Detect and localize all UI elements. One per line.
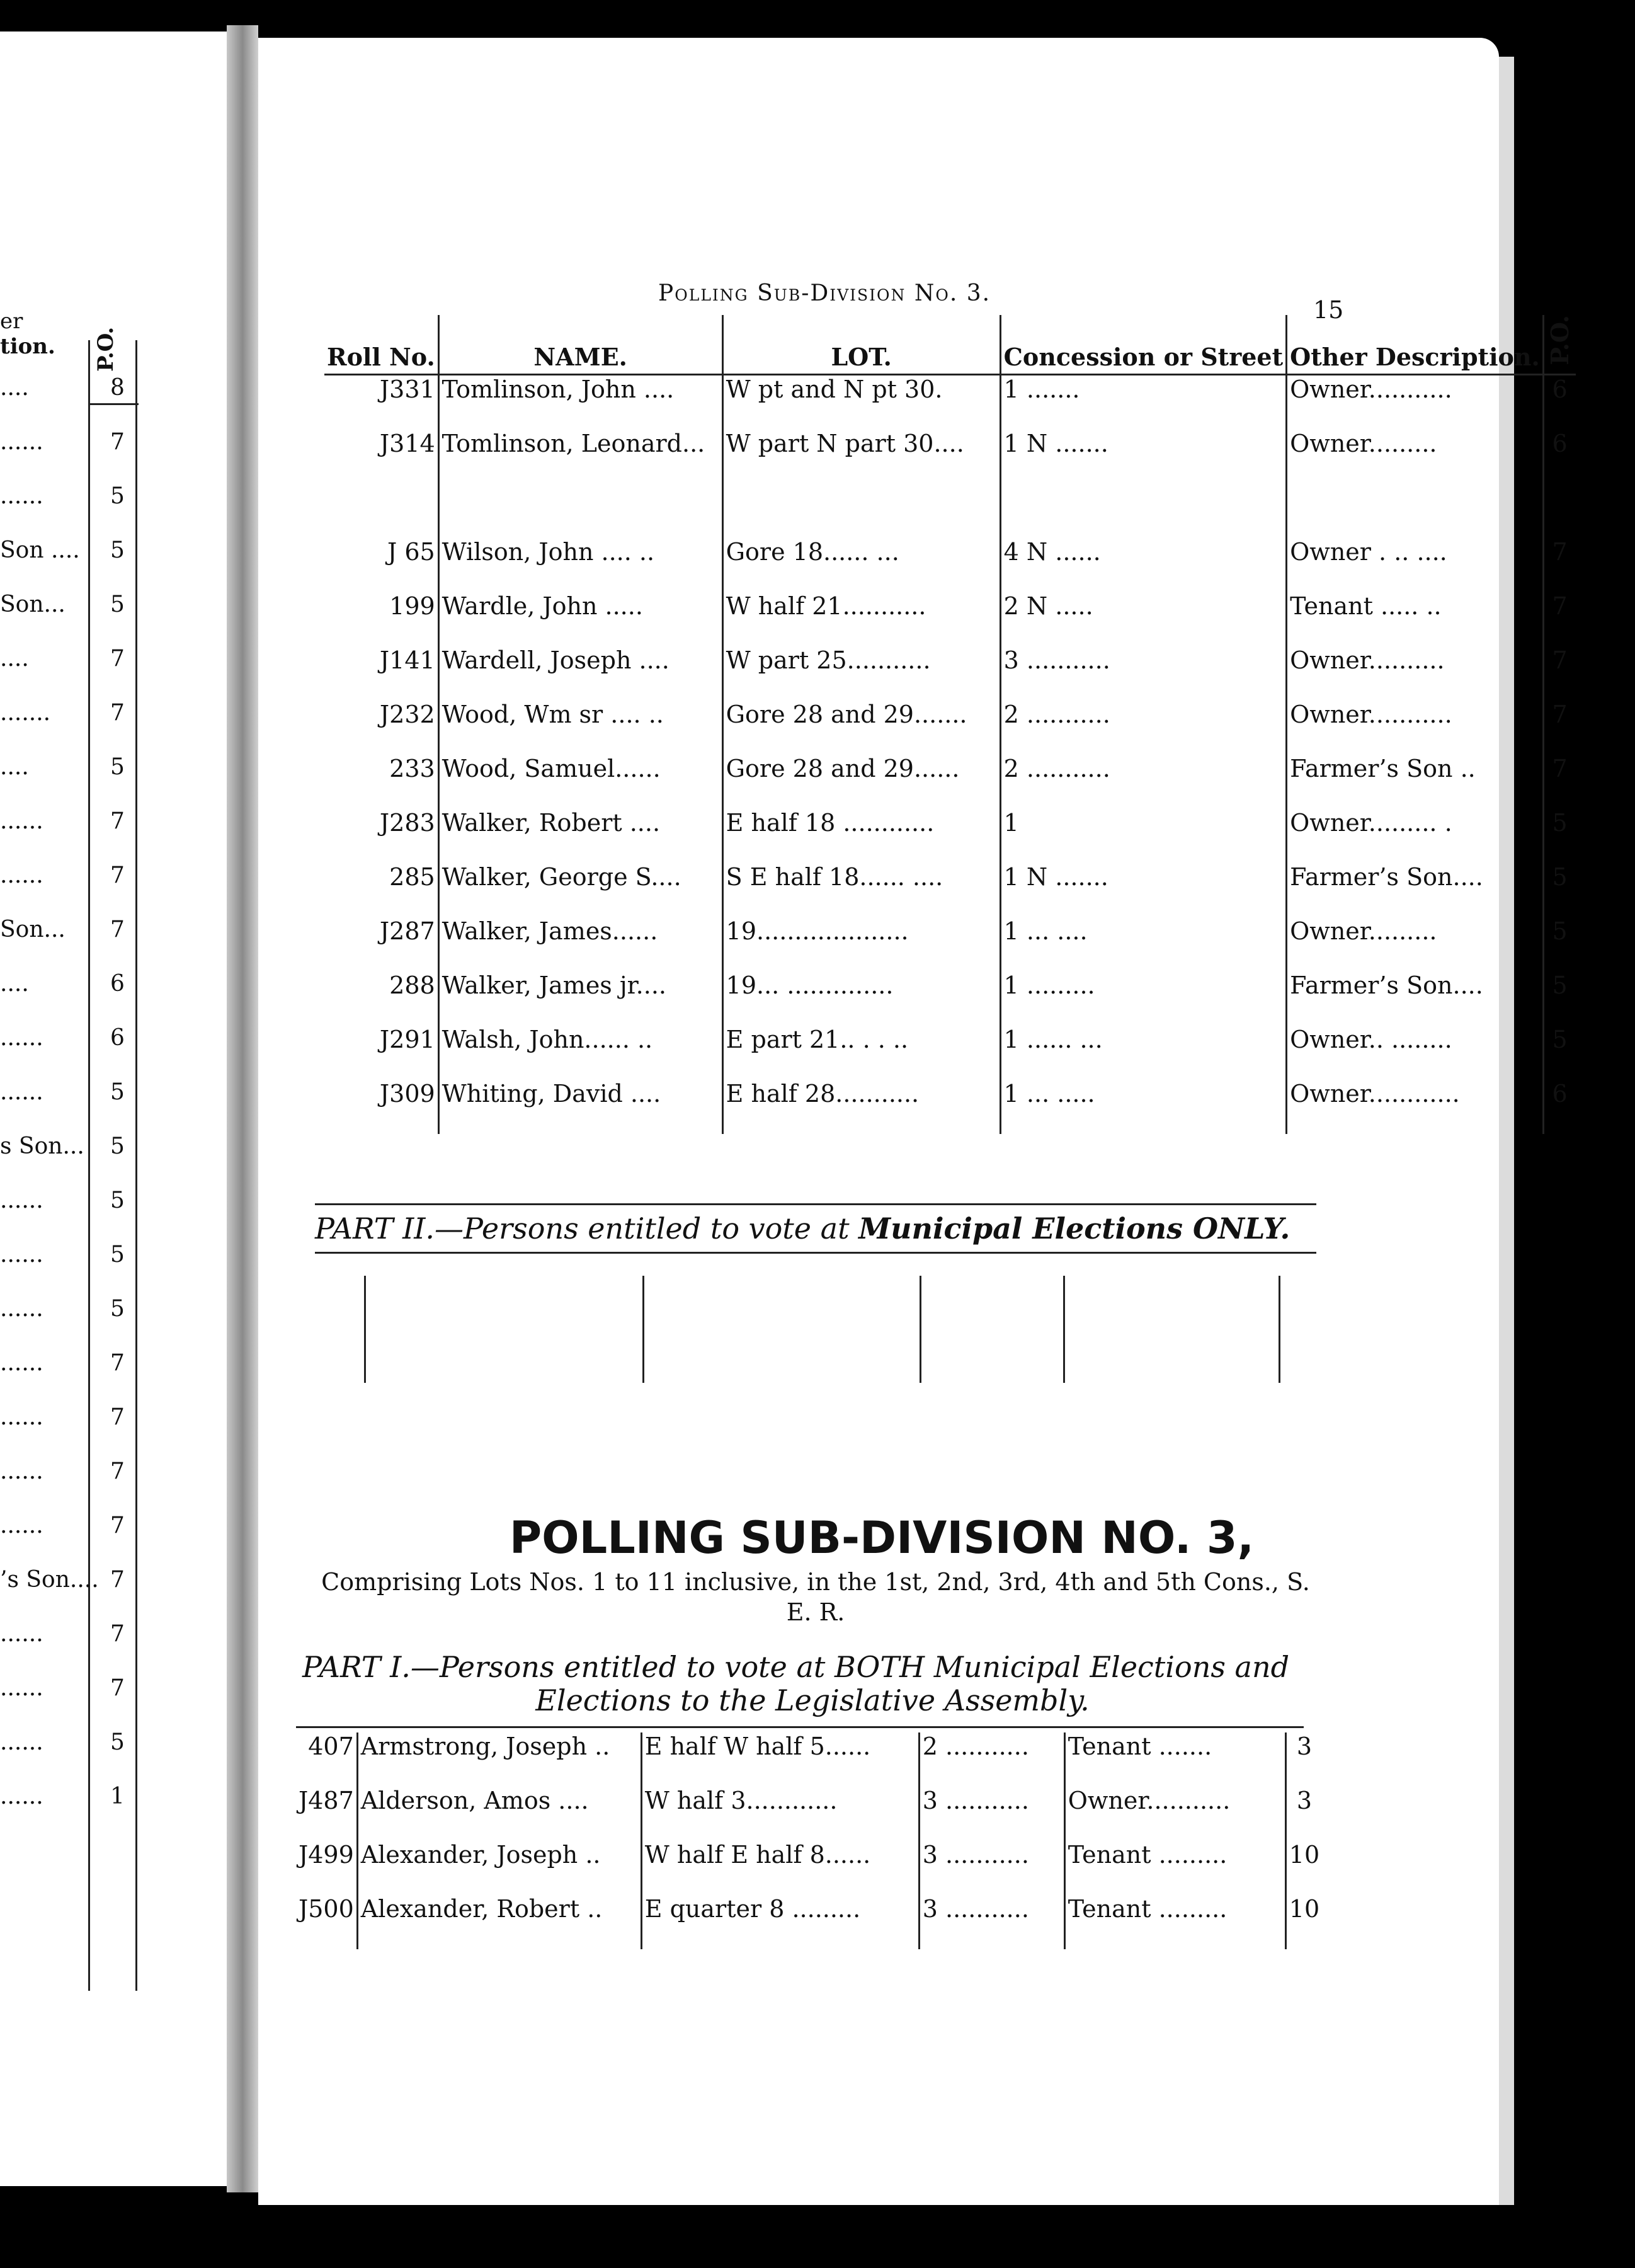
lot-cell: E half 18 ............ — [722, 809, 1000, 863]
table-row — [296, 1841, 1322, 1895]
left-row-text: ...... — [0, 1458, 43, 1484]
left-row-po: 5 — [110, 1296, 125, 1322]
left-row — [0, 1675, 164, 1703]
left-row-text: Son... — [0, 592, 66, 617]
left-row-po: 7 — [110, 1350, 125, 1376]
lot-cell: Gore 28 and 29...... — [722, 755, 1000, 809]
post-office-cell — [1543, 484, 1575, 538]
post-office-cell: 5 — [1543, 917, 1575, 971]
roll-number-cell: J287 — [379, 917, 435, 946]
roll-number-cell: 199 — [389, 592, 435, 621]
left-row — [0, 537, 164, 565]
left-row-text: ’s Son.... — [0, 1567, 99, 1593]
left-row-po: 1 — [110, 1784, 125, 1809]
left-row-po: 7 — [110, 808, 125, 834]
table-row — [324, 1080, 1576, 1134]
description-cell: Owner........... — [1287, 375, 1544, 430]
left-row-text: Son... — [0, 917, 66, 942]
lot-cell: Gore 28 and 29....... — [722, 701, 1000, 755]
left-row-po: 7 — [110, 700, 125, 726]
left-po-header: P.O. — [93, 326, 118, 372]
empty-column-rule — [920, 1276, 921, 1383]
description-cell: Owner............ — [1287, 1080, 1544, 1134]
table-row — [324, 1026, 1576, 1080]
post-office-cell: 3 — [1285, 1732, 1322, 1787]
left-row-po: 8 — [110, 375, 125, 401]
lot-cell: W part N part 30.... — [722, 430, 1000, 484]
table-row — [324, 430, 1576, 484]
lot-cell: 19... .............. — [722, 971, 1000, 1026]
concession-cell: 1 ....... — [1000, 375, 1286, 430]
description-cell: Owner . .. .... — [1287, 538, 1544, 592]
table-row — [324, 538, 1576, 592]
left-row-po: 6 — [110, 971, 125, 997]
lot-cell: W half 21........... — [722, 592, 1000, 646]
left-row-po: 5 — [110, 537, 125, 563]
voter-name-cell: Walker, Robert .... — [438, 809, 722, 863]
left-row — [0, 808, 164, 836]
table-row — [296, 1787, 1322, 1841]
left-row — [0, 1404, 164, 1432]
left-row — [0, 1513, 164, 1540]
left-row-text: .... — [0, 971, 29, 997]
roll-number-cell: J331 — [379, 375, 435, 404]
left-row — [0, 1188, 164, 1215]
left-row-po: 7 — [110, 1404, 125, 1430]
left-row — [0, 1729, 164, 1757]
concession-cell: 2 ........... — [919, 1732, 1064, 1787]
part-1-heading — [302, 1651, 1323, 1717]
concession-cell — [1000, 484, 1286, 538]
left-row-po: 7 — [110, 862, 125, 888]
roll-number-cell: J 65 — [387, 538, 435, 566]
left-row-text: .... — [0, 646, 29, 672]
roll-number-cell: J141 — [379, 646, 435, 675]
concession-cell: 1 N ....... — [1000, 430, 1286, 484]
left-row — [0, 917, 164, 944]
table-row — [324, 917, 1576, 971]
description-cell: Farmer’s Son.... — [1287, 863, 1544, 917]
roll-number-cell: 285 — [389, 863, 435, 891]
roll-number-cell: J487 — [299, 1787, 354, 1814]
left-row — [0, 375, 164, 403]
concession-cell: 3 ........... — [919, 1841, 1064, 1895]
left-row-po: 7 — [110, 1675, 125, 1701]
left-row — [0, 862, 164, 890]
post-office-cell: 5 — [1543, 809, 1575, 863]
left-row-text: ...... — [0, 1350, 43, 1376]
concession-cell: 3 ........... — [919, 1895, 1064, 1949]
left-row-po: 5 — [110, 1079, 125, 1105]
voter-name-cell: Wood, Wm sr .... .. — [438, 701, 722, 755]
voters-top-body — [324, 375, 1576, 1135]
lot-cell: S E half 18...... .... — [722, 863, 1000, 917]
left-row-text: ...... — [0, 1675, 43, 1701]
roll-number-cell: 288 — [389, 971, 435, 1000]
description-cell: Owner........... — [1064, 1787, 1285, 1841]
left-row — [0, 1079, 164, 1107]
left-row-po: 5 — [110, 1729, 125, 1755]
left-row-po: 7 — [110, 1621, 125, 1647]
table-row — [324, 592, 1576, 646]
part-1-line-1: PART I.—Persons entitled to vote at BOTH Municipal Elections and — [302, 1650, 1290, 1684]
left-row-text: ...... — [0, 1188, 43, 1213]
left-row-po: 7 — [110, 646, 125, 672]
table-header-row — [324, 315, 1576, 375]
roll-number-cell: J291 — [379, 1026, 435, 1054]
post-office-cell: 6 — [1543, 1080, 1575, 1134]
description-cell: Tenant ....... — [1064, 1732, 1285, 1787]
table-row — [324, 701, 1576, 755]
voters-table-top — [324, 315, 1576, 1134]
description-cell: Owner........... — [1287, 701, 1544, 755]
left-row — [0, 754, 164, 782]
left-row-po: 5 — [110, 1133, 125, 1159]
left-row — [0, 1242, 164, 1269]
voters-bottom-body — [296, 1732, 1322, 1949]
roll-number-cell — [324, 484, 438, 538]
left-row-text: ...... — [0, 1242, 43, 1268]
book-gutter — [227, 25, 258, 2192]
lot-cell: 19.................... — [722, 917, 1000, 971]
description-cell: Farmer’s Son.... — [1287, 971, 1544, 1026]
left-row-text: ...... — [0, 1513, 43, 1538]
left-row-text: ...... — [0, 1025, 43, 1051]
concession-cell: 2 N ..... — [1000, 592, 1286, 646]
left-row — [0, 1025, 164, 1053]
roll-number-cell: J283 — [379, 809, 435, 837]
description-cell — [1287, 484, 1544, 538]
part-2-prefix: PART II.—Persons entitled to vote at — [315, 1211, 859, 1246]
running-head: Polling Sub-Division No. 3. — [658, 280, 991, 306]
description-cell: Owner......... — [1287, 430, 1544, 484]
empty-column-rule — [1063, 1276, 1065, 1383]
left-row-po: 5 — [110, 754, 125, 780]
post-office-cell: 5 — [1543, 863, 1575, 917]
lot-cell: W pt and N pt 30. — [722, 375, 1000, 430]
post-office-cell: 7 — [1543, 755, 1575, 809]
voters-table-bottom — [296, 1732, 1322, 1949]
description-cell: Owner......... — [1287, 917, 1544, 971]
voter-name-cell: Alexander, Joseph .. — [357, 1841, 641, 1895]
voter-name-cell: Wardell, Joseph .... — [438, 646, 722, 701]
left-row-text: Son .... — [0, 537, 80, 563]
left-row-po: 7 — [110, 429, 125, 455]
left-row-text: ...... — [0, 483, 43, 509]
voter-name-cell: Alexander, Robert .. — [357, 1895, 641, 1949]
table-row — [324, 863, 1576, 917]
concession-cell: 1 ...... ... — [1000, 1026, 1286, 1080]
left-row-text: .... — [0, 754, 29, 780]
roll-number-cell: J232 — [379, 701, 435, 729]
left-row-po: 7 — [110, 1458, 125, 1484]
table-row — [324, 755, 1576, 809]
left-row — [0, 1350, 164, 1378]
concession-cell: 1 N ....... — [1000, 863, 1286, 917]
voter-name-cell: Walker, James jr.... — [438, 971, 722, 1026]
left-row — [0, 429, 164, 457]
left-header-rule — [88, 403, 139, 405]
left-row — [0, 700, 164, 728]
left-row — [0, 483, 164, 511]
description-cell: Farmer’s Son .. — [1287, 755, 1544, 809]
voter-name-cell: Armstrong, Joseph .. — [357, 1732, 641, 1787]
lot-cell: W half 3............ — [641, 1787, 919, 1841]
post-office-cell: 5 — [1543, 1026, 1575, 1080]
post-office-cell: 5 — [1543, 971, 1575, 1026]
concession-cell: 3 ........... — [919, 1787, 1064, 1841]
left-row-text: ...... — [0, 429, 43, 455]
left-row-text: ....... — [0, 700, 51, 726]
empty-column-rule — [1279, 1276, 1280, 1383]
description-cell: Owner.. ........ — [1287, 1026, 1544, 1080]
left-row-text: .... — [0, 375, 29, 401]
description-cell: Owner.......... — [1287, 646, 1544, 701]
left-row-text: ...... — [0, 1296, 43, 1322]
voter-name-cell — [438, 484, 722, 538]
col-other: Other Description. — [1287, 315, 1544, 375]
left-row-po: 7 — [110, 917, 125, 942]
voter-name-cell: Walker, James...... — [438, 917, 722, 971]
left-row-po: 5 — [110, 1242, 125, 1268]
roll-number-cell: J309 — [379, 1080, 435, 1108]
left-row — [0, 1296, 164, 1324]
empty-column-rule — [642, 1276, 644, 1383]
voter-name-cell: Wood, Samuel...... — [438, 755, 722, 809]
lot-cell — [722, 484, 1000, 538]
post-office-cell: 7 — [1543, 701, 1575, 755]
left-row — [0, 1133, 164, 1161]
left-row-po: 5 — [110, 483, 125, 509]
empty-column-rule — [364, 1276, 366, 1383]
left-row-po: 6 — [110, 1025, 125, 1051]
lot-cell: Gore 18...... ... — [722, 538, 1000, 592]
col-po-label: P.O. — [1545, 315, 1574, 365]
description-cell: Tenant ......... — [1064, 1841, 1285, 1895]
description-cell: Owner......... . — [1287, 809, 1544, 863]
left-row-text: ...... — [0, 1784, 43, 1809]
left-row-text: ...... — [0, 1621, 43, 1647]
col-lot: LOT. — [722, 315, 1000, 375]
concession-cell: 2 ........... — [1000, 755, 1286, 809]
left-row-text: ...... — [0, 1729, 43, 1755]
post-office-cell: 10 — [1285, 1895, 1322, 1949]
left-row-text: ...... — [0, 1404, 43, 1430]
lot-cell: E quarter 8 ......... — [641, 1895, 919, 1949]
post-office-cell: 6 — [1543, 430, 1575, 484]
concession-cell: 1 ... .... — [1000, 917, 1286, 971]
col-po — [1543, 315, 1575, 375]
concession-cell: 1 ... ..... — [1000, 1080, 1286, 1134]
left-row — [0, 1567, 164, 1595]
concession-cell: 2 ........... — [1000, 701, 1286, 755]
table-row — [296, 1895, 1322, 1949]
roll-number-cell: J314 — [379, 430, 435, 458]
page-number: 15 — [1313, 296, 1344, 324]
part-1-line-2: Elections to the Legislative Assembly. — [535, 1683, 1090, 1717]
table-row — [324, 809, 1576, 863]
col-roll: Roll No. — [324, 315, 438, 375]
left-page — [0, 32, 227, 2186]
lot-cell: E half W half 5...... — [641, 1732, 919, 1787]
left-row-po: 7 — [110, 1513, 125, 1538]
left-row — [0, 1784, 164, 1811]
roll-number-cell: 233 — [389, 755, 435, 783]
description-cell: Tenant ..... .. — [1287, 592, 1544, 646]
table-row — [324, 646, 1576, 701]
post-office-cell: 3 — [1285, 1787, 1322, 1841]
left-row — [0, 1621, 164, 1649]
left-row — [0, 592, 164, 619]
concession-cell: 1 — [1000, 809, 1286, 863]
left-row — [0, 971, 164, 999]
roll-number-cell: J499 — [299, 1841, 354, 1869]
voter-name-cell: Walker, George S.... — [438, 863, 722, 917]
post-office-cell: 6 — [1543, 375, 1575, 430]
lot-cell: W half E half 8...... — [641, 1841, 919, 1895]
roll-number-cell: 407 — [308, 1732, 354, 1760]
col-concession: Concession or Street — [1000, 315, 1286, 375]
voter-name-cell: Alderson, Amos .... — [357, 1787, 641, 1841]
post-office-cell: 7 — [1543, 646, 1575, 701]
section-description: Comprising Lots Nos. 1 to 11 inclusive, in the 1st, 2nd, 3rd, 4th and 5th Cons., S. E. R. — [321, 1568, 1310, 1626]
post-office-cell: 7 — [1543, 592, 1575, 646]
left-column-header-top: er — [0, 309, 23, 334]
col-name: NAME. — [438, 315, 722, 375]
concession-cell: 1 ......... — [1000, 971, 1286, 1026]
left-row-po: 5 — [110, 592, 125, 617]
voter-name-cell: Wilson, John .... .. — [438, 538, 722, 592]
part-2-emphasis: Municipal Elections ONLY. — [858, 1211, 1290, 1246]
description-cell: Tenant ......... — [1064, 1895, 1285, 1949]
part-2-heading — [315, 1203, 1316, 1254]
voter-name-cell: Tomlinson, Leonard... — [438, 430, 722, 484]
part-1-rule — [296, 1726, 1304, 1728]
left-row-po: 7 — [110, 1567, 125, 1593]
table-row — [324, 971, 1576, 1026]
left-column-header-bottom: tion. — [0, 334, 55, 359]
concession-cell: 4 N ...... — [1000, 538, 1286, 592]
left-row-text: s Son... — [0, 1133, 84, 1159]
section-title: POLLING SUB-DIVISION NO. 3, — [509, 1512, 1255, 1564]
table-row — [324, 484, 1576, 538]
roll-number-cell: J500 — [299, 1895, 354, 1923]
voter-name-cell: Whiting, David .... — [438, 1080, 722, 1134]
post-office-cell: 10 — [1285, 1841, 1322, 1895]
left-row — [0, 1458, 164, 1486]
left-row-po: 5 — [110, 1188, 125, 1213]
table-row — [296, 1732, 1322, 1787]
voter-name-cell: Tomlinson, John .... — [438, 375, 722, 430]
left-row-text: ...... — [0, 1079, 43, 1105]
left-row-text: ...... — [0, 862, 43, 888]
table-row — [324, 375, 1576, 430]
voter-name-cell: Wardle, John ..... — [438, 592, 722, 646]
lot-cell: W part 25........... — [722, 646, 1000, 701]
left-row — [0, 646, 164, 673]
left-row-text: ...... — [0, 808, 43, 834]
lot-cell: E half 28........... — [722, 1080, 1000, 1134]
lot-cell: E part 21.. . . .. — [722, 1026, 1000, 1080]
voter-name-cell: Walsh, John...... .. — [438, 1026, 722, 1080]
concession-cell: 3 ........... — [1000, 646, 1286, 701]
post-office-cell: 7 — [1543, 538, 1575, 592]
